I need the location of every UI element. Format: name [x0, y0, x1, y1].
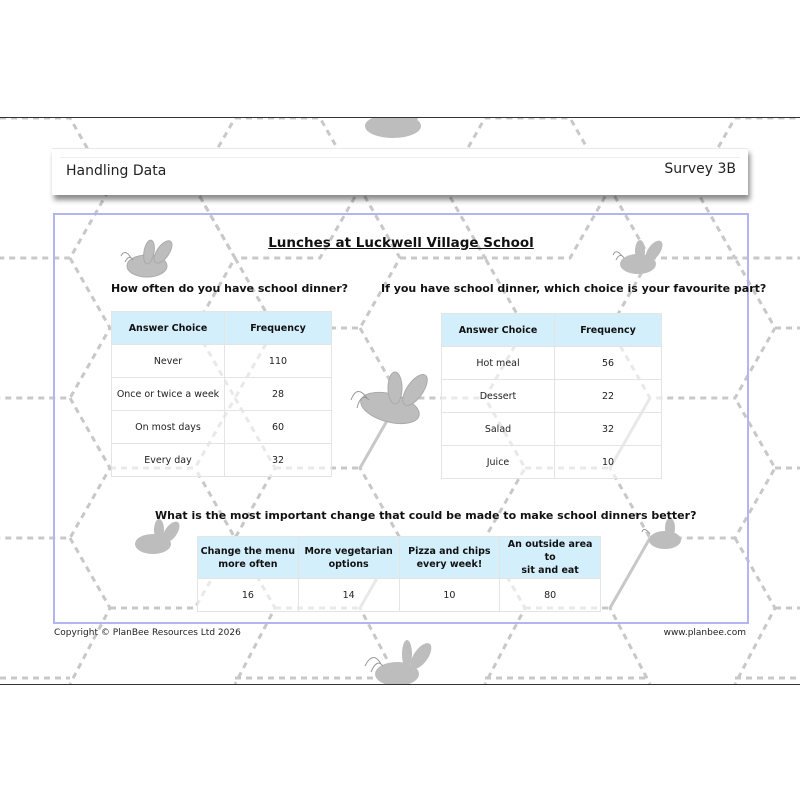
survey1-question: How often do you have school dinner? — [111, 282, 349, 295]
column-header: Answer Choice — [442, 314, 555, 347]
table-row: On most days 60 — [112, 411, 332, 444]
worksheet-content — [53, 213, 767, 624]
survey2-table — [441, 313, 662, 479]
survey3-question: What is the most important change that could be made to make school dinners better? — [155, 509, 697, 522]
page-title: Lunches at Luckwell Village School — [268, 235, 534, 251]
table-row: 16 14 10 80 — [198, 579, 601, 612]
copyright-text: Copyright © PlanBee Resources Ltd 2026 — [54, 628, 241, 638]
column-header: Pizza and chips every week! — [399, 537, 500, 579]
column-header: More vegetarian options — [298, 537, 399, 579]
table-row: Hot meal 56 — [442, 347, 662, 380]
website-link: www.planbee.com — [663, 628, 746, 638]
column-header: Frequency — [555, 314, 662, 347]
table-row: Salad 32 — [442, 413, 662, 446]
header-bar — [52, 148, 748, 195]
table-row: Dessert 22 — [442, 380, 662, 413]
column-header: Change the menu more often — [198, 537, 299, 579]
survey1-table — [111, 311, 332, 477]
column-header: Answer Choice — [112, 312, 225, 345]
column-header: An outside area to sit and eat — [500, 537, 601, 579]
survey2-question: If you have school dinner, which choice is your favourite part? — [381, 282, 767, 295]
table-row: Never 110 — [112, 345, 332, 378]
column-header: Frequency — [225, 312, 332, 345]
table-row: Every day 32 — [112, 444, 332, 477]
table-row: Once or twice a week 28 — [112, 378, 332, 411]
survey3-table — [197, 536, 601, 612]
sheet-id-label: Survey 3B — [664, 161, 736, 177]
subject-label: Handling Data — [66, 163, 167, 179]
table-row: Juice 10 — [442, 446, 662, 479]
bee-icon — [355, 638, 440, 685]
worksheet-page — [0, 117, 800, 685]
